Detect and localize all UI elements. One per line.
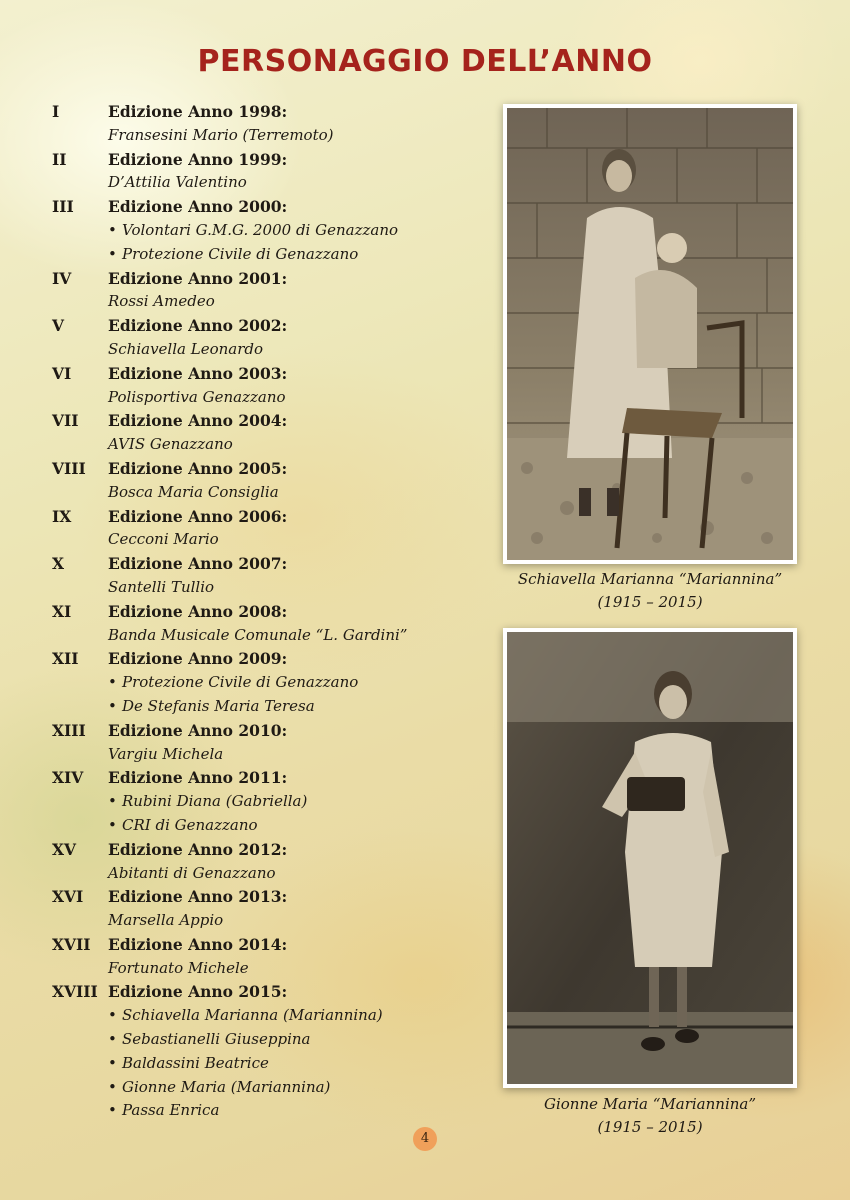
honoree-name: Schiavella Leonardo	[108, 339, 264, 358]
edition-numeral: VI	[52, 363, 72, 383]
edition-numeral: VII	[52, 411, 79, 431]
honoree-item	[52, 909, 452, 933]
edition-year: Edizione Anno 2003:	[108, 363, 288, 383]
honoree-item	[52, 171, 452, 195]
edition-entry	[52, 766, 452, 837]
edition-year: Edizione Anno 2005:	[108, 458, 288, 478]
edition-numeral: IX	[52, 506, 72, 526]
honoree-item	[52, 1052, 452, 1076]
bullet-icon: •	[108, 244, 117, 263]
edition-year: Edizione Anno 2012:	[108, 839, 288, 859]
edition-heading	[52, 195, 452, 219]
honoree-name: AVIS Genazzano	[108, 435, 233, 454]
edition-heading	[52, 314, 452, 338]
honoree-name: Abitanti di Genazzano	[108, 863, 276, 882]
honoree-item	[52, 433, 452, 457]
edition-numeral: XI	[52, 601, 72, 621]
caption-years: (1915 – 2015)	[597, 1118, 703, 1136]
edition-numeral: XVIII	[52, 982, 98, 1002]
edition-heading	[52, 885, 452, 909]
edition-year: Edizione Anno 2008:	[108, 601, 288, 621]
edition-heading	[52, 980, 452, 1004]
edition-entry	[52, 195, 452, 266]
honoree-item	[52, 814, 452, 838]
photo-schiavella-marianna	[503, 104, 797, 564]
honoree-item	[52, 290, 452, 314]
edition-numeral: II	[52, 149, 67, 169]
edition-entry	[52, 148, 452, 196]
edition-entry	[52, 505, 452, 553]
honoree-name: Baldassini Beatrice	[122, 1053, 269, 1072]
bullet-icon: •	[108, 673, 117, 692]
honoree-item	[52, 481, 452, 505]
honoree-name: Sebastianelli Giuseppina	[122, 1030, 311, 1049]
honoree-item	[52, 1004, 452, 1028]
honoree-item	[52, 576, 452, 600]
honoree-name: Protezione Civile di Genazzano	[122, 673, 359, 692]
caption-name: Schiavella Marianna “Mariannina”	[517, 570, 783, 588]
bullet-icon: •	[108, 1030, 117, 1049]
edition-year: Edizione Anno 1999:	[108, 149, 288, 169]
edition-year: Edizione Anno 1998:	[108, 102, 288, 121]
edition-year: Edizione Anno 2015:	[108, 982, 288, 1002]
edition-heading	[52, 766, 452, 790]
honoree-item	[52, 243, 452, 267]
edition-entry	[52, 552, 452, 600]
edition-entry	[52, 885, 452, 933]
edition-list	[52, 100, 452, 1123]
edition-year: Edizione Anno 2009:	[108, 649, 288, 669]
honoree-item	[52, 743, 452, 767]
honoree-name: Banda Musicale Comunale “L. Gardini”	[108, 625, 408, 644]
page-number: 4	[413, 1127, 437, 1151]
honoree-name: CRI di Genazzano	[122, 815, 258, 834]
bullet-icon: •	[108, 1006, 117, 1025]
caption-years: (1915 – 2015)	[597, 593, 703, 611]
bullet-icon: •	[108, 1053, 117, 1072]
photo-caption-2	[500, 1093, 800, 1139]
edition-year: Edizione Anno 2010:	[108, 720, 288, 740]
honoree-name: Schiavella Marianna (Mariannina)	[122, 1006, 383, 1025]
edition-numeral: III	[52, 197, 74, 217]
edition-entry	[52, 719, 452, 767]
edition-year: Edizione Anno 2007:	[108, 554, 288, 574]
edition-numeral: VIII	[52, 458, 86, 478]
sepia-photo-woman-with-child	[507, 108, 793, 560]
honoree-name: Fortunato Michele	[108, 958, 249, 977]
honoree-name: Rossi Amedeo	[108, 292, 215, 311]
bullet-icon: •	[108, 792, 117, 811]
honoree-item	[52, 671, 452, 695]
sepia-photo-standing-woman	[507, 632, 793, 1084]
edition-year: Edizione Anno 2011:	[108, 768, 288, 788]
edition-year: Edizione Anno 2006:	[108, 506, 288, 526]
bullet-icon: •	[108, 815, 117, 834]
edition-year: Edizione Anno 2002:	[108, 316, 288, 336]
edition-numeral: XVI	[52, 887, 84, 907]
edition-heading	[52, 647, 452, 671]
honoree-name: Marsella Appio	[108, 911, 224, 930]
honoree-item	[52, 624, 452, 648]
honoree-name: Vargiu Michela	[108, 744, 224, 763]
bullet-icon: •	[108, 1101, 117, 1120]
edition-year: Edizione Anno 2001:	[108, 268, 288, 288]
honoree-name: Rubini Diana (Gabriella)	[122, 792, 308, 811]
edition-numeral: IV	[52, 268, 72, 288]
edition-entry	[52, 362, 452, 410]
edition-entry	[52, 600, 452, 648]
honoree-item	[52, 862, 452, 886]
edition-heading	[52, 100, 452, 124]
edition-numeral: XIII	[52, 720, 86, 740]
honoree-item	[52, 790, 452, 814]
honoree-item	[52, 219, 452, 243]
honoree-item	[52, 957, 452, 981]
edition-numeral: V	[52, 316, 65, 336]
honoree-name: Cecconi Mario	[108, 530, 219, 549]
edition-entry	[52, 409, 452, 457]
honoree-name: Santelli Tullio	[108, 577, 215, 596]
caption-name: Gionne Maria “Mariannina”	[543, 1095, 757, 1113]
honoree-name: Protezione Civile di Genazzano	[122, 244, 359, 263]
edition-entry	[52, 457, 452, 505]
edition-entry	[52, 314, 452, 362]
edition-heading	[52, 267, 452, 291]
edition-numeral: X	[52, 554, 65, 574]
edition-heading	[52, 933, 452, 957]
honoree-name: Gionne Maria (Mariannina)	[122, 1077, 331, 1096]
edition-year: Edizione Anno 2013:	[108, 887, 288, 907]
edition-numeral: XVII	[52, 934, 91, 954]
edition-numeral: XV	[52, 839, 77, 859]
edition-heading	[52, 719, 452, 743]
page-title: PERSONAGGIO DELL’ANNO	[197, 44, 653, 79]
honoree-name: De Stefanis Maria Teresa	[122, 696, 315, 715]
bullet-icon: •	[108, 220, 117, 239]
honoree-item	[52, 338, 452, 362]
edition-heading	[52, 409, 452, 433]
edition-entry	[52, 980, 452, 1123]
honoree-name: Bosca Maria Consiglia	[108, 482, 279, 501]
honoree-item	[52, 124, 452, 148]
edition-numeral: I	[52, 102, 60, 121]
edition-year: Edizione Anno 2014:	[108, 934, 288, 954]
edition-numeral: XIV	[52, 768, 84, 788]
photo-gionne-maria	[503, 628, 797, 1088]
honoree-item	[52, 1028, 452, 1052]
honoree-name: Polisportiva Genazzano	[108, 387, 286, 406]
edition-entry	[52, 838, 452, 886]
honoree-item	[52, 386, 452, 410]
honoree-item	[52, 1076, 452, 1100]
honoree-name: Fransesini Mario (Terremoto)	[108, 125, 334, 144]
honoree-name: D’Attilia Valentino	[108, 173, 247, 192]
edition-entry	[52, 933, 452, 981]
honoree-item	[52, 695, 452, 719]
edition-heading	[52, 505, 452, 529]
edition-heading	[52, 148, 452, 172]
photo-caption-1	[500, 568, 800, 614]
bullet-icon: •	[108, 1077, 117, 1096]
edition-year: Edizione Anno 2000:	[108, 197, 288, 217]
edition-entry	[52, 267, 452, 315]
honoree-item	[52, 1099, 452, 1123]
edition-entry	[52, 100, 452, 148]
edition-heading	[52, 552, 452, 576]
edition-heading	[52, 457, 452, 481]
edition-entry	[52, 647, 452, 718]
edition-heading	[52, 600, 452, 624]
honoree-item	[52, 528, 452, 552]
edition-heading	[52, 838, 452, 862]
edition-numeral: XII	[52, 649, 79, 669]
edition-heading	[52, 362, 452, 386]
honoree-name: Passa Enrica	[122, 1101, 220, 1120]
edition-year: Edizione Anno 2004:	[108, 411, 288, 431]
honoree-name: Volontari G.M.G. 2000 di Genazzano	[122, 220, 399, 239]
bullet-icon: •	[108, 696, 117, 715]
